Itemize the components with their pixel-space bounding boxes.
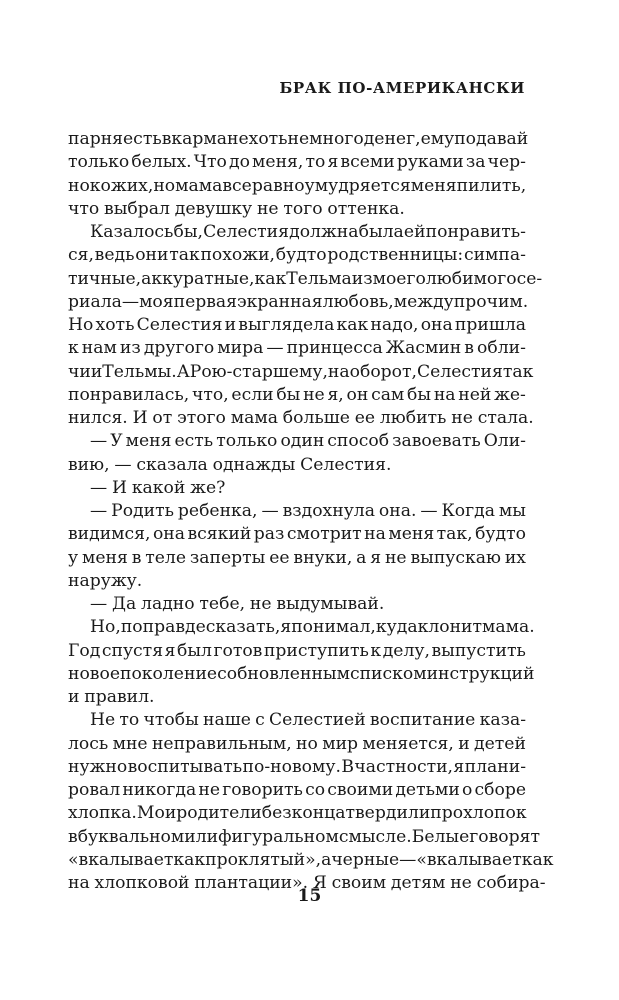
text-line: тичные, аккуратные, как Тельма из моего любимого се- — [68, 268, 543, 289]
text-line: Год спустя я был готов приступить к делу, выпустить — [68, 640, 526, 661]
text-line: к нам из другого мира — принцесса Жасмин в обли- — [68, 338, 526, 359]
text-line: вию, — сказала однажды Селестия. — [68, 454, 392, 475]
body-text — [68, 128, 554, 895]
text-line: на хлопковой плантации». Я своим детям не собира- — [68, 873, 546, 893]
text-line: Но хоть Селестия и выглядела как надо, она пришла — [68, 315, 526, 335]
text-line: новое поколение с обновленным списком инструкций — [68, 663, 535, 684]
text-line: наружу. — [68, 570, 143, 591]
text-line: и правил. — [68, 687, 155, 707]
text-line: — Родить ребенка, — вздохнула она. — Когда мы — [90, 501, 526, 521]
text-line: — Да ладно тебе, не выдумывай. — [90, 594, 385, 614]
page-number: 15 — [297, 886, 322, 906]
text-line: ся, ведь они так похожи, будто родственницы: симпа- — [68, 245, 526, 266]
text-line: Не то чтобы наше с Селестией воспитание каза- — [90, 710, 526, 731]
running-title: БРАК ПО-АМЕРИКАНСКИ — [279, 79, 525, 97]
text-line: — И какой же? — [90, 477, 226, 498]
text-line: хлопка. Мои родители без конца твердили про хлопок — [68, 803, 527, 824]
text-line: нился. И от этого мама больше ее любить не стала. — [68, 408, 534, 428]
text-line: у меня в теле заперты ее внуки, а я не выпускаю их — [68, 547, 526, 568]
text-line: понравилась, что, если бы не я, он сам бы на ней же- — [68, 384, 526, 405]
text-line: Но, по правде сказать, я понимал, куда клонит мама. — [90, 617, 535, 638]
text-line: ровал никогда не говорить со своими детьми о сборе — [68, 780, 526, 800]
text-line: лось мне неправильным, но мир меняется, и детей — [68, 733, 526, 754]
text-line: риала — моя первая экранная любовь, между прочим. — [68, 291, 529, 312]
text-line: чии Тельмы. А Рою-старшему, наоборот, Селестия так — [68, 361, 534, 382]
text-line: что выбрал девушку не того оттенка. — [68, 198, 405, 219]
text-line: нокожих, но мама все равно умудряется меня пилить, — [68, 175, 527, 196]
text-line: видимся, она всякий раз смотрит на меня так, будто — [68, 524, 526, 545]
text-line: только белых. Что до меня, то я всеми руками за чер- — [68, 152, 526, 173]
text-line: парня есть в кармане хоть немного денег, ему подавай — [68, 129, 529, 149]
text-line: — У меня есть только один способ завоевать Оли- — [90, 431, 526, 452]
text-line: нужно воспитывать по-новому. В частности, я плани- — [68, 756, 526, 777]
text-line: «вкалывает как проклятый», а черные — «вкалывает как — [68, 849, 554, 870]
text-line: Казалось бы, Селестия должна была ей понравить- — [90, 222, 526, 242]
text-line: в буквальном или фигуральном смысле. Белые говорят — [68, 826, 541, 847]
